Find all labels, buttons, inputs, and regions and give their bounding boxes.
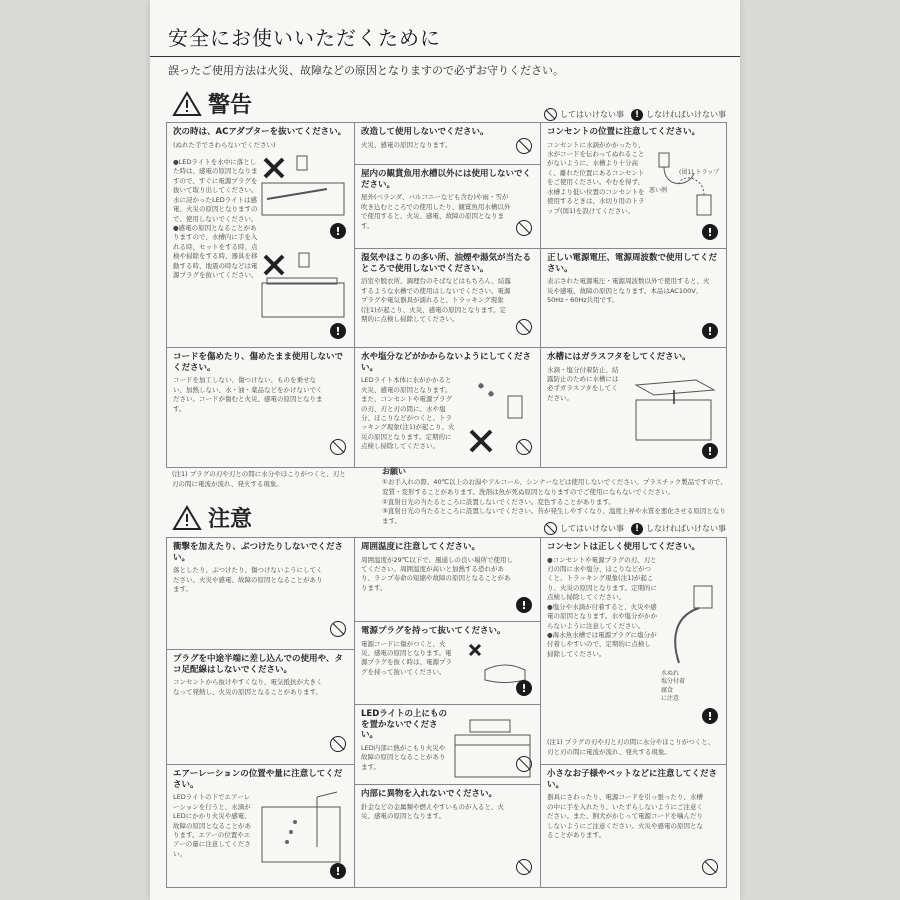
- warning-cell-9: [541, 348, 727, 468]
- plug-cord-illustration: [659, 578, 721, 668]
- caution-cell-6: [355, 705, 541, 785]
- prohibit-mark: [330, 621, 346, 641]
- must-mark: [702, 221, 718, 241]
- cell-body: 針金などの金属類や燃えやすいものが入ると、火災、感電の原因となります。: [361, 802, 504, 821]
- cell-body: 器具にさわったり、電源コードを引っ張ったり、水槽の中に手を入れたり、いたずらしないようにご注意ください。また、飼犬がかじって電源コードを噛んだりしないようにご注意ください。火災や感電の原因となることがあります。: [547, 793, 703, 839]
- prohibit-icon: [516, 319, 532, 335]
- prohibit-mark: [330, 736, 346, 756]
- outlet-trap-illustration: [649, 143, 723, 223]
- must-icon: !: [330, 323, 346, 339]
- caution-cell-3: [541, 538, 727, 765]
- caption-bad-example: 悪い例: [649, 187, 668, 194]
- warning-cell-6: [541, 249, 727, 348]
- caution-cell-2: [355, 538, 541, 622]
- must-icon: !: [631, 109, 643, 121]
- cell-body: 表示された電源電圧・電源周波数以外で使用すると、火災や感電、故障の原因となります。本品はAC100V、50Hz・60Hz共用です。: [547, 277, 710, 305]
- caution-legend: [544, 522, 726, 535]
- must-mark: [516, 677, 532, 697]
- warning-heading-text: 警告: [208, 93, 253, 118]
- intro-text: 誤ったご使用方法は火災、故障などの原因となりますので必ずお守りください。: [168, 64, 564, 77]
- prohibit-mark: [516, 220, 532, 240]
- cell-body: 周囲温度が29℃以下で、風通しの良い場所で使用してください。周囲温度が高いと加熱する恐れがあり、ランプ寿命の短縮や故障の原因となることがあります。: [361, 555, 513, 592]
- prohibit-mark: [516, 319, 532, 339]
- tank-plug-illustration: [257, 248, 352, 323]
- must-icon: !: [330, 863, 346, 879]
- legend-must: しなければいけない事: [646, 524, 726, 533]
- must-mark: [702, 705, 718, 725]
- requests-block: [382, 466, 732, 527]
- page-title: 安全にお使いいただくために: [168, 26, 441, 50]
- prohibit-icon: [330, 621, 346, 637]
- must-icon: !: [516, 680, 532, 696]
- cell-title: エアーレーションの位置や量に注意してください。: [173, 769, 343, 790]
- prohibit-icon: [516, 756, 532, 772]
- must-icon: !: [702, 443, 718, 459]
- cell-title: コードを傷めたり、傷めたまま使用しないでください。: [173, 352, 344, 373]
- prohibit-mark: [330, 439, 346, 459]
- legend-prohibit: してはいけない事: [560, 110, 624, 119]
- prohibit-mark: [516, 756, 532, 776]
- prohibit-mark: [702, 859, 718, 879]
- caution-cell-8: [355, 785, 541, 888]
- cell-title: 内部に異物を入れないでください。: [361, 789, 498, 799]
- request-item: ②直射日光の当たるところに設置しないでください。変色することがあります。: [382, 497, 615, 506]
- caution-cell-5: [167, 650, 355, 765]
- must-icon: !: [516, 597, 532, 613]
- cell-title: 次の時は、ACアダプターを抜いてください。: [173, 127, 347, 137]
- warning-cell-3: [541, 123, 727, 249]
- cell-body: 浴室や脱衣所、調理台のそばなどはもちろん、結露するような水槽での使用はしないでください。電源プラグや電気器具が濡れると、トラッキング現象(注1)が起こり、火災、感電の原因となります。定期的に点検し掃除してください。: [361, 277, 511, 323]
- cell-title: 周囲温度に注意してください。: [361, 542, 481, 552]
- prohibit-icon: [516, 220, 532, 236]
- cell-title: 水や塩分などがかからないようにしてください。: [361, 352, 532, 373]
- prohibit-icon: [330, 736, 346, 752]
- legend-must: しなければいけない事: [646, 110, 726, 119]
- cell-body: ●LEDライトを水中に落とした時は、感電の原因となりますので、すぐに電源プラグを抜いて取り出してください。水に浸かったLEDライトは感電、火災の原因となりますので、使用しないでください。 ●感電の原因となることがありますので、水槽内に手を入れる時、セットをする時、点検や掃除をする時、器具を移動する時、地震の時などは電源プラグを抜いてください。: [173, 158, 258, 280]
- warning-cell-5: [355, 249, 541, 348]
- caution-grid: [166, 537, 727, 888]
- cell-subtitle: (ぬれた手でさわらないでください): [173, 140, 276, 149]
- cell-body: 火災、感電の原因となります。: [361, 140, 452, 149]
- cell-title: 水槽にはガラスフタをしてください。: [547, 352, 691, 362]
- instruction-sheet: [150, 0, 740, 900]
- cell-title: 湿気やほこりの多い所、油煙や湯気が当たるところで使用しないでください。: [361, 253, 532, 274]
- warning-heading: [172, 88, 252, 119]
- must-icon: !: [330, 223, 346, 239]
- prohibit-icon: [330, 439, 346, 455]
- cell-title: 小さなお子様やペットなどに注意してください。: [547, 769, 718, 790]
- cell-body: ●コンセントや電源プラグの刃、刃と刃の間に水や塩分、ほこりなどがつくと、トラッキング現象(注1)が起こり、火災の原因となります。定期的に点検し掃除してください。 ●塩分や水滴が付着すると、火災や感電の原因となります。水や塩分がかからないように注意してください。 ●海水魚水槽では電源プラグに塩分が付着しやすいので、定期的に点検し掃除してください。: [547, 555, 657, 658]
- cell-body: LED内部に熱がこもり火災や故障の原因となることがあります。: [361, 743, 446, 771]
- cell-body: 電源コードに傷がつくと、火災、感電の原因となります。電源プラグを抜く時は、電源プラグを持って抜いてください。: [361, 639, 452, 676]
- cell-title: コンセントの位置に注意してください。: [547, 127, 701, 137]
- prohibit-mark: [516, 138, 532, 158]
- warning-legend: [544, 108, 726, 121]
- request-item: ①お手入れの際、40℃以上のお湯やアルコール、シンナーなどは使用しないでください。プラスチック製品ですので、変質・変形することがあります。洗剤は魚が死ぬ原因となりますのでご使用にならないでください。: [382, 478, 727, 496]
- must-mark: [330, 220, 346, 240]
- must-mark: [330, 860, 346, 880]
- cell-body: コードを加工しない、傷つけない、ものを乗せない、加熱しない、水・油・薬品などをかけないでください。コードが傷むと火災、感電の原因となります。: [173, 376, 323, 413]
- cell-title: LEDライトの上にものを置かないでください。: [361, 709, 448, 741]
- cell-title: コンセントは正しく使用してください。: [547, 542, 701, 552]
- cell-title: プラグを中途半端に差し込んでの使用や、タコ足配線はしないでください。: [173, 654, 343, 675]
- cell-body: 水滴・塩分付着防止、結露防止のために水槽には必ずガラスフタをしてください。: [547, 365, 619, 402]
- must-mark: [330, 320, 346, 340]
- cell-title: 電源プラグを持って抜いてください。: [361, 626, 506, 636]
- warning-cell-2: [355, 123, 541, 165]
- prohibit-mark: [516, 859, 532, 879]
- glass-lid-tank-illustration: [626, 370, 721, 445]
- caution-triangle-icon: [172, 505, 202, 531]
- caution-cell-7: [167, 765, 355, 888]
- warning-grid: [166, 122, 727, 468]
- warning-cell-7: [167, 348, 355, 468]
- warning-cell-1: [167, 123, 355, 348]
- cell-body: LEDライトの下でエアーレーションを行うと、水滴がLEDにかかり火災や感電、故障の原因となることがあります。エアーの位置やエアーの量に注意してください。: [173, 793, 251, 858]
- cell-title: 正しい電源電圧、電源周波数で使用してください。: [547, 253, 718, 274]
- caution-cell-9: [541, 765, 727, 888]
- air-pump-tank-illustration: [257, 787, 347, 867]
- note-tracking: (注1) プラグの刃や刃と刃の間に水分やほこりがつくと、刃と刃の間に電流が流れ、発火する現象。: [547, 738, 715, 756]
- prohibit-icon: [702, 859, 718, 875]
- prohibit-icon: [516, 138, 532, 154]
- warning-triangle-icon: [172, 91, 202, 117]
- prohibit-icon: [544, 108, 557, 121]
- title-rule: [150, 56, 740, 57]
- must-icon: !: [702, 224, 718, 240]
- cell-title: 改造して使用しないでください。: [361, 127, 489, 137]
- tag-caution: に注意: [661, 695, 680, 703]
- warning-cell-8: [355, 348, 541, 468]
- prohibit-icon: [516, 439, 532, 455]
- cell-body: コンセントに水滴がかかったり、水がコードを伝わってぬれることがないように、水槽より十分高く、離れた位置にあるコンセントをご使用ください。やむを得ず、水槽より低い位置のコンセントを使用するときは、水切り用のトラップ(図1)を設けてください。: [547, 140, 645, 215]
- caution-cell-4: [355, 622, 541, 705]
- requests-title: お願い: [382, 467, 406, 476]
- must-mark: [702, 440, 718, 460]
- cell-body: コンセントから抜けやすくなり、電気抵抗が大きくなって発熱し、火災の原因となることがあります。: [173, 678, 323, 696]
- tag-water: 水ぬれ: [661, 670, 680, 677]
- hazard-tags: [661, 670, 685, 704]
- tag-corrosion: 腐食: [661, 686, 674, 694]
- caution-cell-1: [167, 538, 355, 650]
- caution-heading: [172, 502, 252, 533]
- caption-trap: (図1) トラップ: [679, 169, 720, 176]
- note-tracking: (注1) プラグの刃や刃との間に水分やほこりがつくと、刃と刃の間に電流が流れ、発火する現象。: [172, 470, 346, 488]
- prohibit-mark: [516, 439, 532, 459]
- tank-plug-illustration: [257, 151, 352, 221]
- request-item: ③直射日光の当たるところに設置しないでください。苔が発生しやすくなり、温度上昇や水質を悪化させる原因となります。: [382, 507, 726, 525]
- tag-salt: 塩分付着: [661, 678, 686, 686]
- cell-title: 屋内の観賞魚用水槽以外には使用しないでください。: [361, 169, 532, 190]
- prohibit-icon: [516, 859, 532, 875]
- cell-body: LEDライト本体に水がかかると火災、感電の原因となります。また、コンセントや電源プラグの刃、刃と刃の間に、水や塩分、ほこりなどがつくと、トラッキング現象(注1)が起こり、火災の原因となります。定期的に点検し掃除してください。: [361, 376, 455, 451]
- cell-body: 落としたり、ぶつけたり、傷つけないようにしてください。火災や感電、故障の原因となることがあります。: [173, 566, 323, 594]
- cell-body: 屋外(ベランダ、バルコニーなども含む)や雨・雪が吹き込むところでの使用したり、観賞魚用水槽以外で使用すると、火災、感電、故障の原因となります。: [361, 193, 511, 230]
- must-mark: [702, 320, 718, 340]
- must-mark: [516, 594, 532, 614]
- prohibit-icon: [544, 522, 557, 535]
- must-icon: !: [702, 708, 718, 724]
- must-icon: !: [702, 323, 718, 339]
- caution-heading-text: 注意: [208, 507, 253, 532]
- cell-title: 衝撃を加えたり、ぶつけたりしないでください。: [173, 542, 344, 563]
- legend-prohibit: してはいけない事: [560, 524, 624, 533]
- must-icon: !: [631, 523, 643, 535]
- warning-cell-4: [355, 165, 541, 249]
